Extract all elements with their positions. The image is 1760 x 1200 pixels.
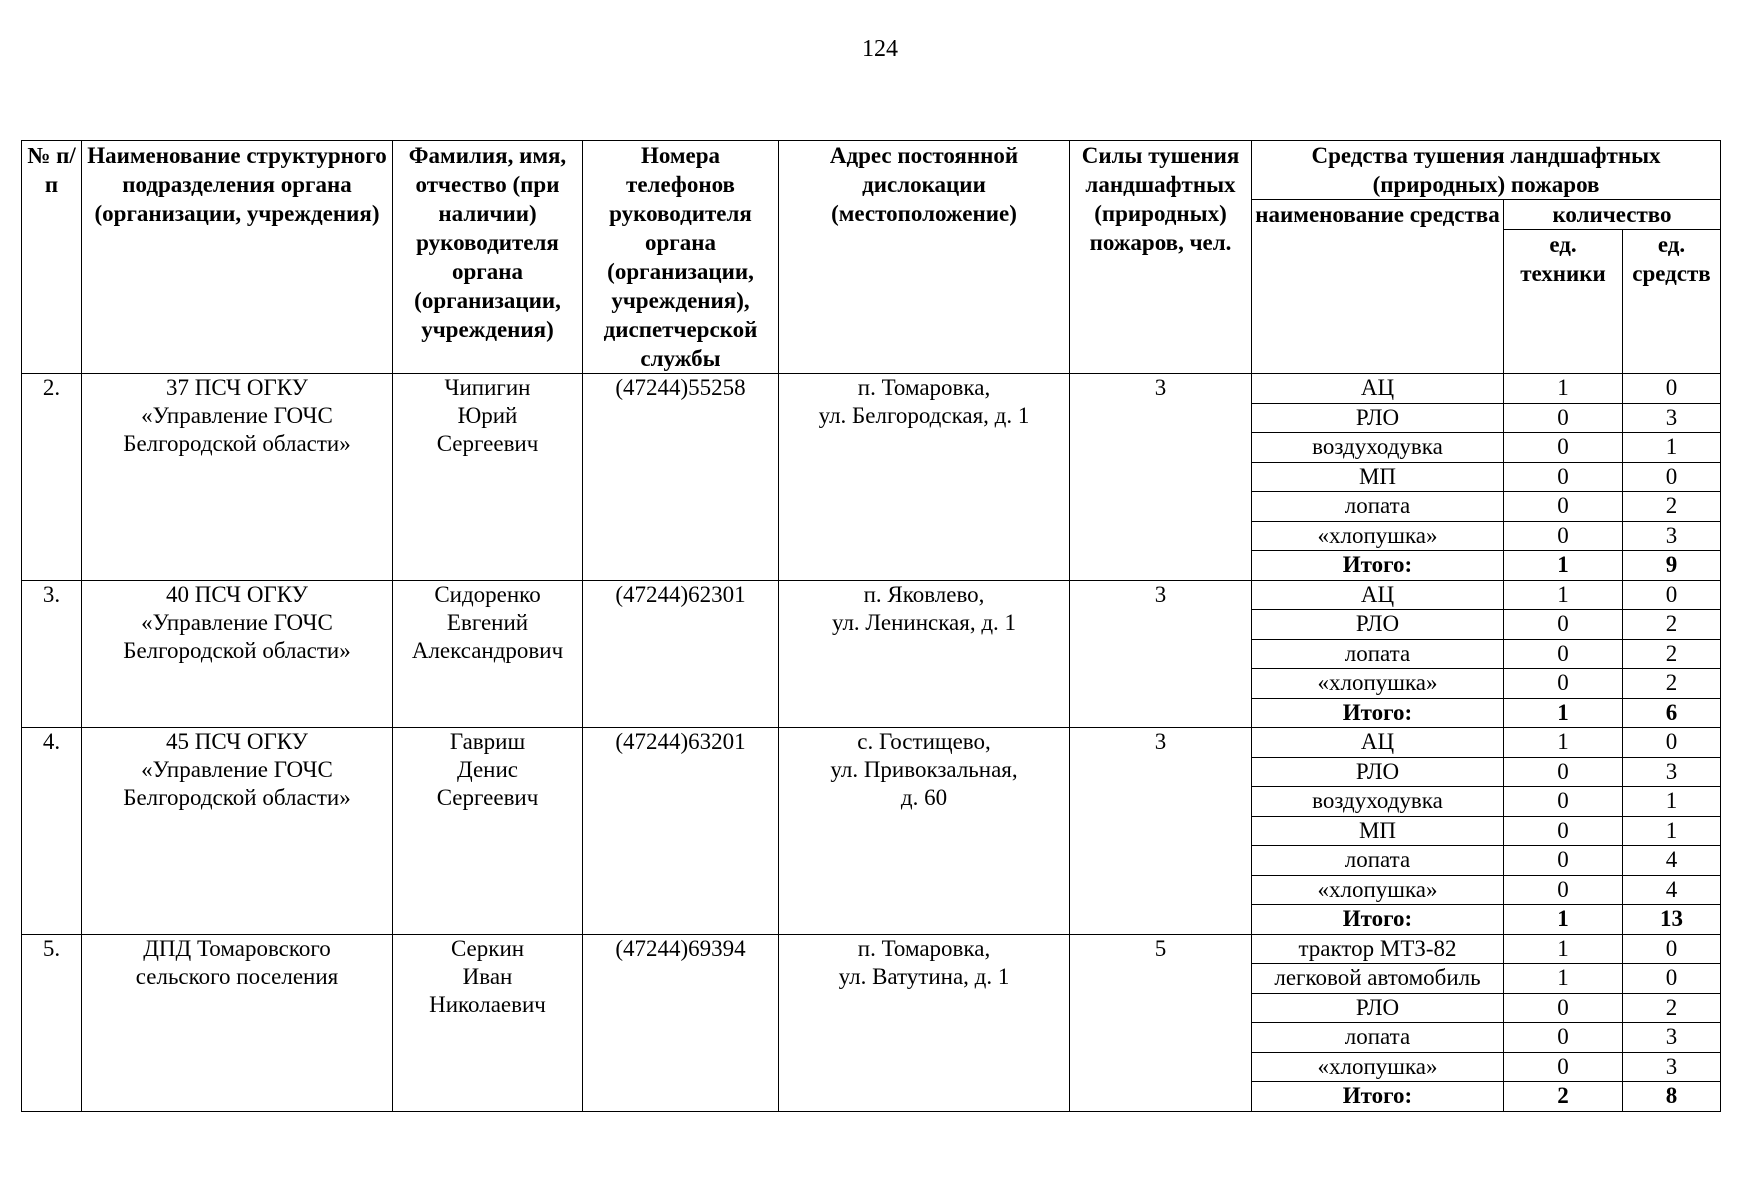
means-name-cell: лопата [1252,639,1504,669]
means-tech-cell: 0 [1504,669,1623,699]
head-name-line: Чипигин [444,375,531,400]
forces-cell: 3 [1070,728,1252,935]
means-name-cell: РЛО [1252,610,1504,640]
header-num: № п/п [22,141,82,374]
means-tech-cell: 0 [1504,521,1623,551]
means-tech-cell: 0 [1504,403,1623,433]
unit-name-line: 45 ПСЧ ОГКУ [166,729,308,754]
address-line: ул. Ватутина, д. 1 [838,963,1010,989]
unit-name-line: ДПД Томаровского [143,935,331,961]
means-means-cell: 3 [1623,521,1721,551]
means-means-cell: 2 [1623,610,1721,640]
total-means-cell: 6 [1623,698,1721,728]
unit-name-line: Белгородской области» [123,431,351,456]
header-forces: Силы тушения ландшафтных (природных) пожаров, чел. [1070,141,1252,374]
address-cell [779,728,1070,935]
phone-cell: (47244)62301 [583,580,779,728]
means-name-cell: РЛО [1252,403,1504,433]
means-means-cell: 3 [1623,1023,1721,1053]
means-tech-cell: 0 [1504,1052,1623,1082]
means-name-cell: лопата [1252,1023,1504,1053]
address-line: п. Томаровка, [857,375,991,400]
header-head-name: Фамилия, имя, отчество (при наличии) руководителя органа (организации, учреждения) [393,141,583,374]
head-name-line: Гавриш [449,729,526,754]
head-name-cell [393,728,583,935]
means-tech-cell: 0 [1504,993,1623,1023]
means-means-cell: 1 [1623,787,1721,817]
means-tech-cell: 1 [1504,580,1623,610]
phone-cell: (47244)63201 [583,728,779,935]
means-name-cell: «хлопушка» [1252,669,1504,699]
head-name-cell [393,580,583,728]
header-means: Средства тушения ландшафтных (природных) пожаров [1252,141,1721,200]
means-tech-cell: 0 [1504,816,1623,846]
means-name-cell: АЦ [1252,580,1504,610]
means-name-cell: МП [1252,462,1504,492]
total-tech-cell: 1 [1504,905,1623,935]
means-name-cell: «хлопушка» [1252,521,1504,551]
means-name-cell: «хлопушка» [1252,875,1504,905]
means-means-cell: 4 [1623,846,1721,876]
row-number: 2. [22,374,82,581]
means-means-cell: 1 [1623,816,1721,846]
means-means-cell: 3 [1623,1052,1721,1082]
means-tech-cell: 0 [1504,492,1623,522]
table-row [22,728,1721,758]
unit-name-line: «Управление ГОЧС [141,609,333,635]
address-cell [779,934,1070,1111]
total-name-cell: Итого: [1252,551,1504,581]
table-body [22,374,1721,1112]
means-means-cell: 2 [1623,492,1721,522]
means-tech-cell: 0 [1504,462,1623,492]
header-units-tech: ед. техники [1504,230,1623,374]
means-tech-cell: 1 [1504,934,1623,964]
unit-name-line: сельского поселения [135,963,339,989]
unit-name-line: «Управление ГОЧС [141,403,333,428]
phone-cell: (47244)55258 [583,374,779,581]
means-name-cell: АЦ [1252,728,1504,758]
means-means-cell: 2 [1623,669,1721,699]
means-means-cell: 3 [1623,757,1721,787]
address-line: п. Яковлево, [863,581,985,607]
unit-name-cell [82,374,393,581]
means-tech-cell: 1 [1504,728,1623,758]
header-units-means: ед. средств [1623,230,1721,374]
means-means-cell: 0 [1623,374,1721,404]
means-tech-cell: 1 [1504,964,1623,994]
means-means-cell: 0 [1623,964,1721,994]
address-cell [779,580,1070,728]
total-tech-cell: 1 [1504,698,1623,728]
forces-cell: 3 [1070,374,1252,581]
means-name-cell: РЛО [1252,757,1504,787]
head-name-line: Иван [462,963,513,989]
head-name-cell [393,374,583,581]
head-name-line: Сидоренко [434,581,541,607]
total-name-cell: Итого: [1252,905,1504,935]
address-cell [779,374,1070,581]
means-name-cell: МП [1252,816,1504,846]
header-quantity: количество [1504,200,1721,230]
means-means-cell: 1 [1623,433,1721,463]
table-row [22,934,1721,964]
means-name-cell: лопата [1252,492,1504,522]
row-number: 3. [22,580,82,728]
head-name-line: Юрий [457,403,518,428]
means-means-cell: 3 [1623,403,1721,433]
phone-cell: (47244)69394 [583,934,779,1111]
means-tech-cell: 0 [1504,433,1623,463]
header-means-name: наименование средства [1252,200,1504,374]
header-address: Адрес постоянной дислокации (местоположение) [779,141,1070,374]
unit-name-line: Белгородской области» [123,637,351,663]
table-row [22,374,1721,404]
means-means-cell: 4 [1623,875,1721,905]
means-name-cell: лопата [1252,846,1504,876]
total-name-cell: Итого: [1252,1082,1504,1112]
row-number: 4. [22,728,82,935]
head-name-line: Сергеевич [436,431,539,456]
means-means-cell: 0 [1623,580,1721,610]
total-tech-cell: 2 [1504,1082,1623,1112]
total-means-cell: 9 [1623,551,1721,581]
means-name-cell: трактор МТЗ-82 [1252,934,1504,964]
head-name-line: Серкин [450,935,525,961]
means-tech-cell: 0 [1504,610,1623,640]
unit-name-line: 40 ПСЧ ОГКУ [166,581,308,607]
row-number: 5. [22,934,82,1111]
unit-name-cell [82,728,393,935]
means-tech-cell: 0 [1504,757,1623,787]
means-tech-cell: 0 [1504,846,1623,876]
head-name-line: Сергеевич [436,785,539,810]
head-name-line: Александрович [411,637,564,663]
means-means-cell: 2 [1623,993,1721,1023]
unit-name-cell [82,934,393,1111]
means-means-cell: 0 [1623,728,1721,758]
means-name-cell: «хлопушка» [1252,1052,1504,1082]
means-name-cell: АЦ [1252,374,1504,404]
means-means-cell: 2 [1623,639,1721,669]
header-phones: Номера телефонов руководителя органа (организации, учреждения), диспетчерской службы [583,141,779,374]
address-line: ул. Ленинская, д. 1 [831,609,1017,635]
means-means-cell: 0 [1623,934,1721,964]
means-name-cell: воздуходувка [1252,433,1504,463]
address-line: ул. Привокзальная, [830,757,1018,782]
page-number: 124 [862,36,898,62]
table-row [22,580,1721,610]
address-line: п. Томаровка, [857,935,991,961]
forces-cell: 3 [1070,580,1252,728]
address-line: ул. Белгородская, д. 1 [818,403,1030,428]
address-line: с. Гостищево, [857,729,991,754]
head-name-line: Денис [456,757,518,782]
address-line: д. 60 [900,785,948,810]
means-tech-cell: 0 [1504,1023,1623,1053]
head-name-line: Евгений [446,609,529,635]
head-name-line: Николаевич [429,991,546,1017]
means-name-cell: РЛО [1252,993,1504,1023]
means-name-cell: воздуходувка [1252,787,1504,817]
means-tech-cell: 0 [1504,875,1623,905]
unit-name-line: 37 ПСЧ ОГКУ [166,375,308,400]
means-tech-cell: 1 [1504,374,1623,404]
unit-name-line: Белгородской области» [123,785,351,810]
means-means-cell: 0 [1623,462,1721,492]
total-name-cell: Итого: [1252,698,1504,728]
means-tech-cell: 0 [1504,639,1623,669]
header-unit-name: Наименование структурного подразделения органа (организации, учреждения) [82,141,393,374]
head-name-cell [393,934,583,1111]
unit-name-cell [82,580,393,728]
means-tech-cell: 0 [1504,787,1623,817]
total-means-cell: 13 [1623,905,1721,935]
means-name-cell: легковой автомобиль [1252,964,1504,994]
total-means-cell: 8 [1623,1082,1721,1112]
unit-name-line: «Управление ГОЧС [141,757,333,782]
forces-cell: 5 [1070,934,1252,1111]
total-tech-cell: 1 [1504,551,1623,581]
fire-resources-table [21,140,1721,1112]
table-header [22,141,1721,374]
